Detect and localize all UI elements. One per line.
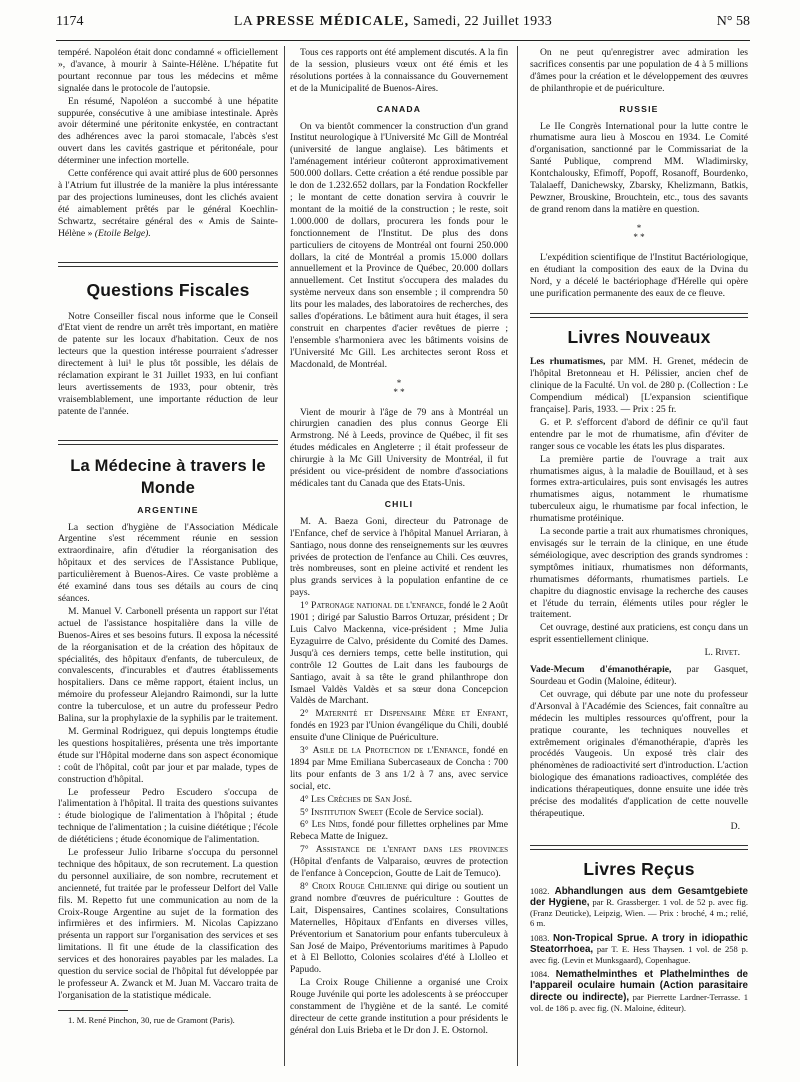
section-rule xyxy=(58,444,278,445)
entry-details: par Pierrette Lardner-Terrasse. 1 vol. de 186 p. avec fig. (N. Maloine, éditeur). xyxy=(530,991,749,1013)
institution-name: Asile de la Protection de l'Enfance xyxy=(312,745,467,757)
review-paragraph: Cet ouvrage, qui débute par une note du professeur d'Arsonval à l'Académie des Sciences, fait connaître au médecin les multiples ressources qu'offrent, pour la pratique courante, les techniques nouvelles et extrêmement originales d'émanothérapie, d'après les procédés Vaugeois. Un exposé très clair des phénomènes de radioactivité sert d'introduction. L'action biologique des émanations radioactives, complétée des indications thérapeutiques, donne ensuite une idée très précise des modalités d'application de cette nouvelle thérapeutique. xyxy=(530,688,748,819)
entry-title: Nemathelminthes et Plathelminthes de l'appareil oculaire humain (Action parasitaire directe ou indirecte), xyxy=(530,969,749,1003)
heading-russie: RUSSIE xyxy=(619,103,659,114)
institution-details: qui dirige ou soutient un grand nombre d'œuvres de puériculture : Gouttes de Lait, Dispensaires, Cantines scolaires, Consultations Maternelles, Hôpitaux d'Enfants en diverses villes, Préventorium et Sanatorium pour enfants tuberculeux à San José de Maipo, Préventoriums maritimes à Papudo et à El Bellotto, Colonies scolaires d'été à Llolleo et Papudo. xyxy=(290,881,508,976)
chili-closing: La Croix Rouge Chilienne a organisé une Croix Rouge Juvénile qui porte les adolescents à se préoccuper constamment de l'hygiène et de la santé. Le comité directeur de cette grande institution a pour présidents le général don Luis Brieba et le Dr don J. E. Ostornol. xyxy=(290,977,508,1036)
napoleon-paragraph: tempéré. Napoléon était donc condamné « officiellement », d'avance, à mourir à Sainte-Hélène. L'hépatite fut pourtant reconnue par tous les médecins et même signalée dans le protocole de l'autopsie. xyxy=(58,47,278,94)
chili-institutions-list xyxy=(290,600,508,976)
argentine-paragraph: Le professeur Pedro Escudero s'occupa de l'alimentation à l'hôpital. Il traita des questions suivantes : étude biologique de l'alimentation à l'hôpital ; étude technique de l'alimentation ; la cuisine diététique ; l'école de diététiciens ; étude économique de l'alimentation. xyxy=(58,786,278,846)
page-number: 1174 xyxy=(56,14,84,29)
header-rule xyxy=(56,40,750,41)
section-rule xyxy=(530,313,748,314)
review-heading xyxy=(530,356,748,416)
item-number: 7° xyxy=(300,844,316,856)
item-number: 4° xyxy=(300,793,312,805)
chili-institution-item xyxy=(290,844,508,880)
section-title-livres-nouveaux: Livres Nouveaux xyxy=(567,327,711,348)
separator-asterism: * * * xyxy=(393,377,405,397)
institution-details: , fondé pour fillettes orphelines par Mme Rebeca Matte de Iniguez. xyxy=(290,819,508,843)
column-1 xyxy=(58,47,278,1028)
heading-chili: CHILI xyxy=(384,498,414,509)
received-book-text xyxy=(530,933,748,966)
issue-date: Samedi, 22 Juillet 1933 xyxy=(412,14,553,29)
institution-name: Patronage national de l'enfance xyxy=(311,600,444,612)
section-rule xyxy=(530,317,748,318)
item-number: 8° xyxy=(300,881,312,892)
chili-institution-item xyxy=(290,600,508,707)
section-rule xyxy=(530,845,748,846)
review-signature: L. Rivet. xyxy=(704,647,740,659)
section-rule xyxy=(58,262,278,263)
item-number: 6° xyxy=(300,819,312,831)
argentine-conclusion: Tous ces rapports ont été amplement discutés. A la fin de la session, plusieurs vœux ont été émis et les résolutions portées à la connaissance du Gouvernement et de la Municipalité de Buenos-Aires. xyxy=(290,47,508,94)
chili-intro: M. A. Baeza Goni, directeur du Patronage de l'Enfance, chef de service à l'hôpital Manuel Arriaran, à Santiago, nous donne des renseignements sur les œuvres privées de protection de l'enfance au Chili. Ces œuvres, très nombreuses, sont en pleine activité et rendent les plus grands services à la population enfantine de ce pays. xyxy=(290,515,508,599)
napoleon-paragraph: En résumé, Napoléon a succombé à une hépatite suppurée, consécutive à une amibiase intestinale. Après avoir déterminé une péritonite enkystée, en contractant des adhérences avec la paroi stomacale, l'abcès s'est ouvert dans les cavités gastrique et péritonéale, pour déterminer une infection mortelle. xyxy=(58,95,278,167)
issue-number: N° 58 xyxy=(716,14,750,29)
review-book-details: par MM. H. Grenet, médecin de l'hôpital Bretonneau et H. Pélissier, ancien chef de clinique de la Faculté. Un vol. de 280 p. (Collection : Le Compendium médical) [L'expansion scientifique française]. Paris, 1933. — Prix : 25 fr. xyxy=(530,356,749,416)
column-divider-1 xyxy=(284,46,285,1066)
title-prefix: LA xyxy=(233,14,253,29)
institution-details: (Hôpital d'enfants de Valparaiso, œuvres de protection de l'enfance à Concepcion, Goutte de Lait de Temuco). xyxy=(290,856,508,880)
section-title-livres-recus: Livres Reçus xyxy=(583,858,695,879)
institution-details: . xyxy=(409,793,413,805)
chili-institution-item xyxy=(290,807,508,819)
institution-name: Maternité et Dispensaire Mère et Enfant xyxy=(315,708,506,720)
heading-argentine: ARGENTINE xyxy=(137,504,199,515)
item-number: 2° xyxy=(300,708,316,720)
chili-institution-item xyxy=(290,708,508,744)
institution-name: Assistance de l'enfant dans les provinces xyxy=(315,844,508,856)
review-book-title: Vade-Mecum d'émanothérapie, xyxy=(530,664,672,676)
review-paragraph: La première partie de l'ouvrage a trait aux rhumatismes aigus, à la maladie de Bouillaud, et à ses formes extra-articulaires, puis sont envisagés les autres rhumatismes aigus, notamment le rhumatisme tuberculeux aigu, le rhumatisme par focal infection, le rhumatisme protéinique. xyxy=(530,453,748,525)
institution-details: , fondés en 1923 par l'Union évangélique du Chili, doublé ensuite d'une Clinique de Puériculture. xyxy=(290,708,508,744)
review-paragraph: Cet ouvrage, destiné aux praticiens, est conçu dans un esprit essentiellement clinique. xyxy=(530,622,748,646)
institution-name: Institution Sweet xyxy=(311,806,384,818)
institution-details: , fondé en 1894 par Mme Emiliana Subercaseaux de Concha : 700 lits pour enfants de 3 ans 1/2 à 7 ans, avec service social, etc. xyxy=(290,745,508,792)
chili-institution-item xyxy=(290,819,508,843)
canada-paragraph: Vient de mourir à l'âge de 79 ans à Montréal un chirurgien canadien des plus connus George Eli Armstrong. Né à Leeds, province de Québec, il fit ses études médicales en Angleterre ; il était professeur de chirurgie à la Mc Gill University de Montréal, il fut président ou vice-président de nombre d'associations médicales tant du Canada que des Etats-Unis. xyxy=(290,406,508,489)
entry-details: par T. E. Hess Thaysen. 1 vol. de 258 p. avec fig. (Levin et Munksgaard), Copenhague. xyxy=(530,943,748,965)
footnote-rule xyxy=(58,1010,128,1011)
institution-details: , fondé le 2 Août 1901 ; dirigé par Salustio Barros Ortuzar, président ; Dr Luis Calvo Mackenna, vice-président ; Mme Julia Eyzaguirre de Calvo, présidente du Comité des Dames. Jusqu'à ces derniers temps, cette belle institution, qui contrôle 12 Gouttes de Lait dans les faubourgs de Santiago, avait à sa tête le grand philanthrope don Ismael Valdès Valdès et sa sœur dona Concepcion Valdès de Marchant. xyxy=(290,600,508,707)
footnote: 1. M. René Pinchon, 30, rue de Gramont (Paris). xyxy=(68,1014,235,1025)
received-book-entry xyxy=(530,969,748,1013)
chili-continuation: On ne peut qu'enregistrer avec admiration les sacrifices consentis par une population de 4 à 5 millions d'âmes pour la création et le développement des œuvres de philanthropie et de puériculture. xyxy=(530,47,748,94)
institution-name: Les Crèches de San José xyxy=(311,793,410,805)
argentine-paragraph: M. Germinal Rodriguez, qui depuis longtemps étudie les questions hospitalières, présenta une très importante étude sur l'Hôpital moderne dans son aspect économique : coût de l'hôpital, coût par jour et par malade, types de construction d'hôpital. xyxy=(58,725,278,785)
argentine-paragraph: Le professeur Julio Iribarne s'occupa du personnel technique des hôpitaux, de son recrutement. La question du personnel auxiliaire, de son nombre, recrutement et ancienneté, fut traitée par le professeur Delfort del Valle fils. M. Repetto fut une communication au nom de la Croix-Rouge Argentine au sujet de la formation des infirmières et des infirmiers. M. Nicolas Capizzano présenta un rapport sur l'organisation des services et ses limitations. Il fit une étude de la classification des services et des honoraires payables par les malades. La question du service social de l'hôpital fut développée par le professeur A. Zwanck et M. Juan M. Vaccaro traita de l'organisation de la statistique médicale. xyxy=(58,847,278,1001)
section-rule xyxy=(58,440,278,441)
review-book-title: Les rhumatismes, xyxy=(530,356,606,368)
separator-asterism: * * * xyxy=(633,222,645,242)
review-paragraph: La seconde partie a trait aux rhumatismes chroniques, envisagés sur le terrain de la clinique, en une étude séméiologique, avec description des grands syndromes : symptômes initiaux, rhumatismes non déformants, rhumatismes déformants, rhumatismes partiels. Le chapitre du diagnostic envisage la recherche des causes et l'étude du terrain, éléments utiles pour régler le traitement. xyxy=(530,526,748,621)
page-header xyxy=(56,14,750,40)
review-paragraph: G. et P. s'efforcent d'abord de définir ce qu'il faut entendre par le mot de rhumatisme, afin d'éviter de ranger sous ce vocable les états les plus disparates. xyxy=(530,416,748,452)
napoleon-paragraph xyxy=(58,168,278,239)
journal-title xyxy=(116,14,670,30)
item-number: 5° xyxy=(300,806,312,818)
section-title-world: La Médecine à travers le Monde xyxy=(70,456,266,497)
napoleon-source: (Etoile Belge). xyxy=(94,227,151,239)
institution-details: (Ecole de Service social). xyxy=(383,806,484,818)
column-2 xyxy=(290,47,508,1038)
column-divider-2 xyxy=(517,46,518,1066)
item-number: 1° xyxy=(300,600,312,612)
fiscal-paragraph: Notre Conseiller fiscal nous informe que le Conseil d'Etat vient de rendre un arrêt très important, en matière de patente sur les locaux d'habitation. Ceux de nos lecteurs que la question intéresse pourraient s'adresser directement à lui¹ le plus tôt possible, les délais de réclamation expirant le 31 Juillet 1933, en lui confiant leurs avertissements de 1933, pour obtenir, très vraisemblablement, une importante réduction de leur patente de l'année. xyxy=(58,310,278,417)
column-3 xyxy=(530,47,748,1017)
entry-title: Non-Tropical Sprue. A trory in idiopathic Steatorrhoea, xyxy=(530,932,748,955)
napoleon-text: Cette conférence qui avait attiré plus de 600 personnes à l'Atrium fut illustrée de la manière la plus intéressante par des projections lumineuses, dont les clichés avaient été aimablement prêtés par le général Koechlin-Schwartz, secrétaire général des « Amis de Sainte-Hélène » xyxy=(58,168,278,239)
received-book-entry xyxy=(530,933,748,966)
institution-name: Croix Rouge Chilienne xyxy=(311,881,408,892)
received-book-text xyxy=(530,969,748,1013)
russie-paragraph: Le IIe Congrès International pour la lutte contre le rhumatisme aura lieu à Moscou en 1934. Le Comité d'organisation, sanctionné par le Commissariat de la Santé Publique, comprend MM. Wladimirsky, Kontchalousky, Efimoff, Popoff, Rosanoff, Bourdenko, Talalaeff, Danichewsky, Zbarsky, Khelizmann, Batkis, Pewzner, Brouskine, Brouchtein, etc., tous des savants de grand renom dans la matière en question. xyxy=(530,120,748,215)
review-book-details: par Gasquet, Sourdeau et Godin (Maloine, éditeur). xyxy=(530,664,748,687)
item-number: 3° xyxy=(300,745,313,757)
argentine-paragraph: La section d'hygiène de l'Association Médicale Argentine s'est récemment réunie en session extraordinaire, afin d'étudier la réorganisation des hôpitaux et des services de l'Assistance Publique, particulièrement à Buenos-Aires. Ce vaste problème a été examiné dans tous ses détails au cours de cinq séances. xyxy=(58,521,278,604)
heading-canada: CANADA xyxy=(376,103,422,114)
chili-institution-item xyxy=(290,745,508,793)
review-signature: D. xyxy=(730,820,740,832)
section-rule xyxy=(530,849,748,850)
received-books-list xyxy=(530,886,748,1013)
section-title-fiscal: Questions Fiscales xyxy=(86,279,250,300)
title-main: PRESSE MÉDICALE, xyxy=(256,14,410,29)
argentine-paragraph: M. Manuel V. Carbonell présenta un rapport sur l'état actuel de l'assistance hospitalière dans la ville de Buenos-Aires et ses besoins futurs. Il exposa la nécessité de la réorganisation et de la création des hôpitaux de spécialités, des hôpitaux d'enfants, de tuberculeux, de convalescents, d'incurables et d'autres établissements hospitaliers. Dans ce même rapport, étaient inclus, un mémoire du professeur Alejandro Raimondi, sur la lutte contre la tuberculose, et un autre du professeur Pedro Balina, sur la prophylaxie de la syphilis par le traitement. xyxy=(58,605,278,725)
chili-institution-item xyxy=(290,881,508,976)
received-book-text xyxy=(530,886,748,929)
institution-name: Les Nids xyxy=(311,819,347,831)
entry-details: par R. Grassberger. 1 vol. de 52 p. avec fig. (Franz Deuticke), Leipzig, Wien. — Prix : broché, 4 m.; relié, 6 m. xyxy=(530,896,748,929)
entry-number: 1084. xyxy=(530,969,556,980)
entry-number: 1083. xyxy=(530,932,553,943)
russie-paragraph: L'expédition scientifique de l'Institut Bactériologique, en étudiant la composition des eaux de la Dvina du Nord, y a décelé le bactériophage d'Hérelle qui opère une purification permanente des eaux de ce fleuve. xyxy=(530,251,748,299)
entry-number: 1082. xyxy=(530,885,555,896)
received-book-entry xyxy=(530,886,748,929)
review-heading xyxy=(530,664,748,688)
chili-institution-item xyxy=(290,794,508,806)
section-rule xyxy=(58,266,278,267)
canada-paragraph: On va bientôt commencer la construction d'un grand Institut neurologique à l'Université Mc Gill de Montréal (université de langue anglaise). Les bâtiments et l'aménagement intérieur coûteront approximativement 500.000 dollars. Cette création a été rendue possible par le don de 1.232.652 dollars, par la Fondation Rockfeller ; le montant de cette donation servira à couvrir le montant de la moitié de la construction ; le reste, soit 1.000.000 de dollars, procurera les fonds pour le fonctionnement de l'Institut. De plus des dons particuliers de citoyens de Montréal ont fourni 250.000 dollars, la cité de Montréal a promis 15.000 dollars annuellement et la Province de Québec, 20.000 dollars annuellement. Cet Institut s'occupera des malades du système nerveux dans son ensemble ; il comprendra 50 lits pour les malades, des laboratoires de recherches, des salles d'opérations. Le bâtiment aura huit étages, il sera construit en charpentes d'acier revêtues de pierre ; l'ensemble s'harmoniera avec les bâtiments voisins de l'Université Mc Gill. Les architectes seront Ross et Macdonald, de Montréal. xyxy=(290,120,508,370)
entry-title: Abhandlungen aus dem Gesamtgebiete der Hygiene, xyxy=(530,885,749,908)
